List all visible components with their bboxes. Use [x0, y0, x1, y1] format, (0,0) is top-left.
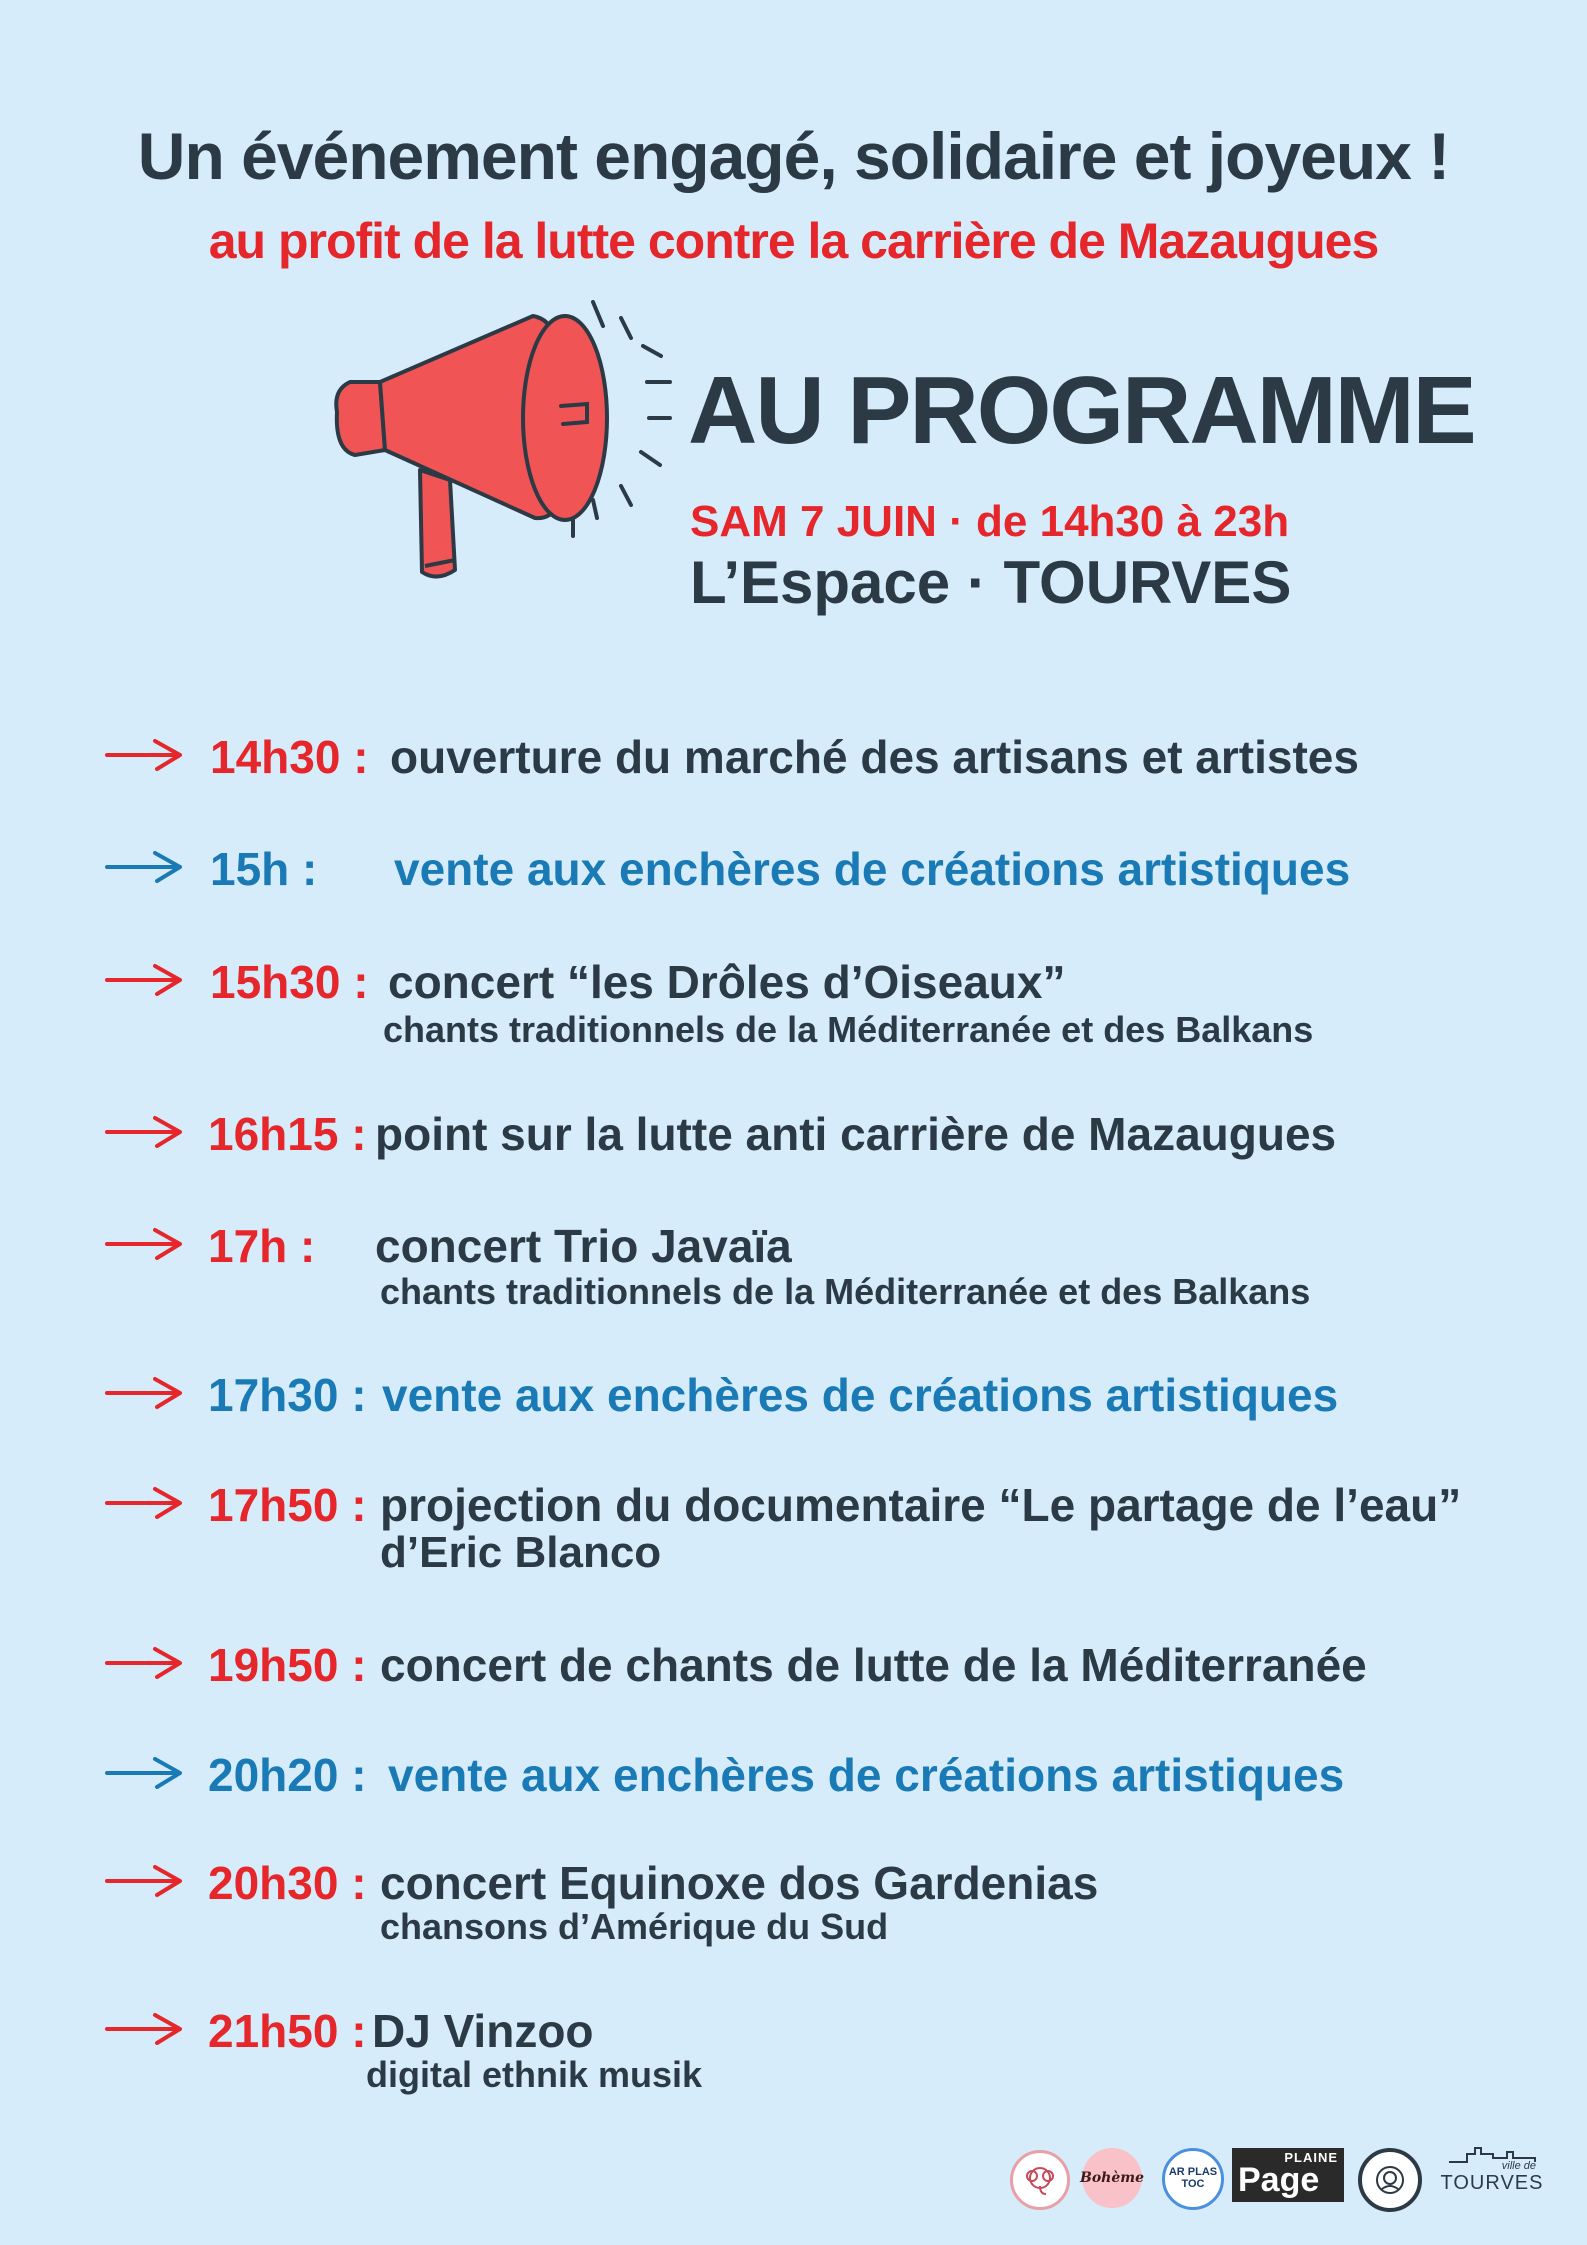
schedule-time: 20h30 : [208, 1857, 367, 1909]
schedule-title: vente aux enchères de créations artistiques [388, 1749, 1345, 1801]
schedule-time: 17h : [208, 1220, 316, 1272]
page-plaine-label: Page [1238, 2161, 1320, 2199]
tourves-small-label: ville de [1501, 2160, 1536, 2172]
arrow-right-icon [105, 1864, 183, 1898]
arrow-right-icon [105, 738, 183, 772]
arrow-right-icon [105, 1646, 183, 1680]
schedule-time: 17h50 : [208, 1479, 367, 1531]
arrow-right-icon [105, 1486, 183, 1520]
tourves-label: TOURVES [1440, 2172, 1544, 2194]
program-title: AU PROGRAMME [688, 357, 1475, 464]
subline: au profit de la lutte contre la carrière de Mazaugues [208, 213, 1379, 269]
megaphone-icon [325, 290, 685, 590]
tourves-logo [1432, 2144, 1552, 2208]
schedule-title: projection du documentaire “Le partage de l’eau” [380, 1479, 1462, 1531]
arrow-right-icon [105, 1115, 183, 1149]
arrow-right-icon [105, 1376, 183, 1410]
program-place: L’Espace · TOURVES [690, 549, 1292, 616]
page-plaine-small-label: PLAINE [1284, 2150, 1338, 2165]
schedule-title: concert Equinoxe dos Gardenias [380, 1857, 1099, 1909]
schedule-title: vente aux enchères de créations artistiques [382, 1369, 1339, 1421]
schedule-title: concert Trio Javaïa [375, 1220, 792, 1272]
schedule-title: ouverture du marché des artisans et artistes [390, 731, 1359, 783]
schedule-time: 15h30 : [210, 956, 369, 1008]
schedule-time: 20h20 : [208, 1749, 367, 1801]
program-date: SAM 7 JUIN · de 14h30 à 23h [690, 497, 1290, 546]
schedule-time: 21h50 : [208, 2005, 367, 2057]
arrow-right-icon [105, 1756, 183, 1790]
headline: Un événement engagé, solidaire et joyeux ! [137, 119, 1450, 193]
arrow-right-icon [105, 963, 183, 997]
schedule-time: 19h50 : [208, 1639, 367, 1691]
boheme-label: Bohème [1080, 2169, 1144, 2186]
schedule-title: DJ Vinzoo [372, 2005, 594, 2057]
boheme-logo [1082, 2148, 1142, 2208]
schedule-time: 16h15 : [208, 1108, 367, 1160]
page-plaine-logo [1232, 2148, 1344, 2202]
arrow-right-icon [105, 850, 183, 884]
arrow-right-icon [105, 1227, 183, 1261]
schedule-subtitle: chansons d’Amérique du Sud [380, 1906, 889, 1947]
schedule-title: concert “les Drôles d’Oiseaux” [388, 956, 1066, 1008]
schedule-time: 17h30 : [208, 1369, 367, 1421]
ar-plastoc-label: AR PLAS TOC [1168, 2166, 1218, 2190]
schedule-subtitle: digital ethnik musik [366, 2054, 703, 2095]
schedule-time: 14h30 : [210, 731, 369, 783]
schedule-subtitle: chants traditionnels de la Méditerranée et des Balkans [380, 1271, 1311, 1312]
round-seal-logo [1358, 2148, 1422, 2212]
schedule-title: vente aux enchères de créations artistiques [394, 843, 1351, 895]
arrow-right-icon [105, 2012, 183, 2046]
schedule-subtitle: chants traditionnels de la Méditerranée et des Balkans [383, 1009, 1314, 1050]
elephant-logo [1010, 2150, 1070, 2210]
seal-icon [1373, 2163, 1407, 2197]
schedule-time: 15h : [210, 843, 318, 895]
partner-logos [1000, 2140, 1560, 2210]
ar-plastoc-logo [1162, 2148, 1224, 2210]
elephant-icon [1022, 2162, 1058, 2198]
schedule-title: concert de chants de lutte de la Méditerranée [380, 1639, 1367, 1691]
schedule-title: point sur la lutte anti carrière de Mazaugues [375, 1108, 1337, 1160]
schedule-subtitle: d’Eric Blanco [380, 1528, 662, 1577]
